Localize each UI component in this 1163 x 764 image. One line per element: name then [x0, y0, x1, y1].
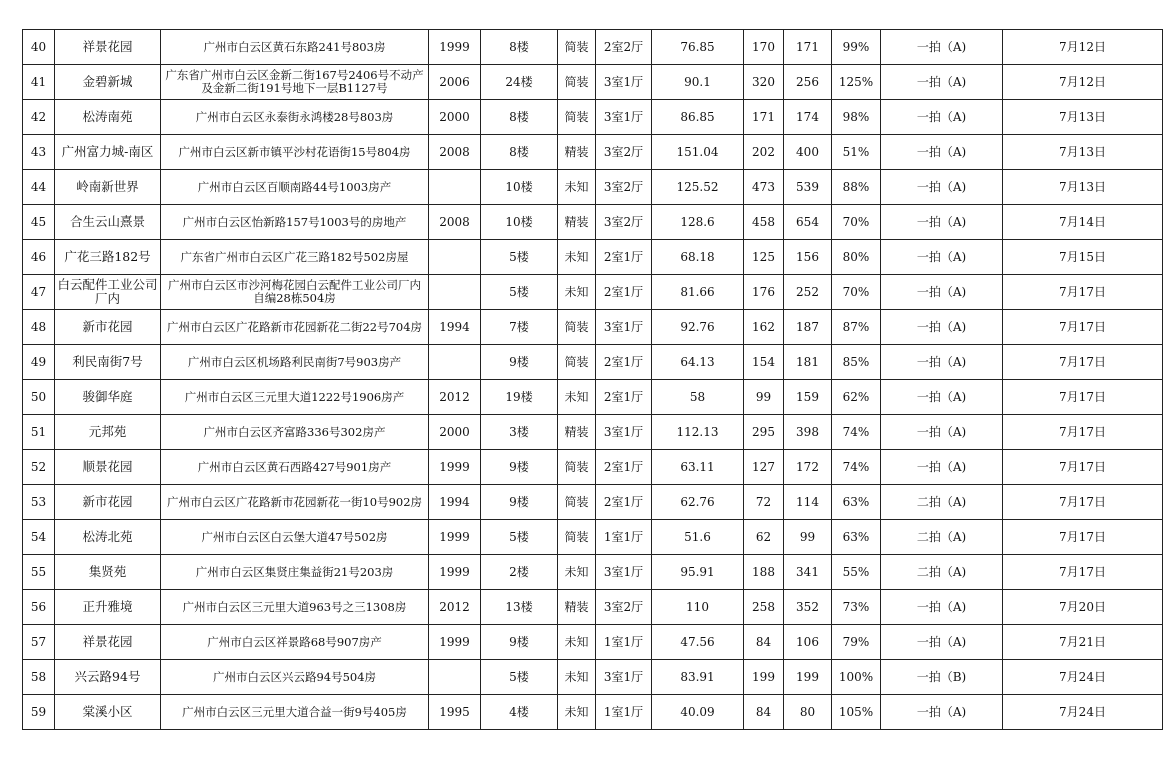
row-number: 57 [23, 625, 55, 660]
price-ratio: 80% [832, 240, 881, 275]
build-year [429, 660, 481, 695]
property-address: 广州市白云区集贤庄集益街21号203房 [161, 555, 429, 590]
price-ratio: 87% [832, 310, 881, 345]
auction-date: 7月17日 [1003, 345, 1163, 380]
assessed-price: 171 [784, 30, 832, 65]
room-layout: 3室2厅 [596, 590, 652, 625]
decoration: 未知 [558, 625, 596, 660]
build-year [429, 240, 481, 275]
decoration: 未知 [558, 240, 596, 275]
floor: 10楼 [481, 170, 558, 205]
area: 58 [652, 380, 744, 415]
property-address: 广州市白云区机场路利民南街7号903房产 [161, 345, 429, 380]
property-name: 顺景花园 [55, 450, 161, 485]
area: 86.85 [652, 100, 744, 135]
build-year: 2012 [429, 590, 481, 625]
decoration: 简装 [558, 345, 596, 380]
table-row [23, 660, 1163, 695]
decoration: 未知 [558, 275, 596, 310]
property-name: 祥景花园 [55, 625, 161, 660]
room-layout: 2室1厅 [596, 485, 652, 520]
auction-date: 7月21日 [1003, 625, 1163, 660]
table-row [23, 345, 1163, 380]
price-ratio: 63% [832, 485, 881, 520]
property-address: 广州市白云区怡新路157号1003号的房地产 [161, 205, 429, 240]
row-number: 42 [23, 100, 55, 135]
price-ratio: 79% [832, 625, 881, 660]
area: 51.6 [652, 520, 744, 555]
assessed-price: 80 [784, 695, 832, 730]
build-year: 2008 [429, 205, 481, 240]
price-ratio: 105% [832, 695, 881, 730]
starting-price: 127 [744, 450, 784, 485]
starting-price: 154 [744, 345, 784, 380]
floor: 9楼 [481, 345, 558, 380]
area: 128.6 [652, 205, 744, 240]
table-body [23, 30, 1163, 730]
auction-round: 一拍（A) [881, 415, 1003, 450]
area: 125.52 [652, 170, 744, 205]
table-row [23, 170, 1163, 205]
property-name: 合生云山熹景 [55, 205, 161, 240]
property-address: 广东省广州市白云区金新二街167号2406号不动产及金新二街191号地下一层B1127号 [161, 65, 429, 100]
floor: 2楼 [481, 555, 558, 590]
property-name: 骏御华庭 [55, 380, 161, 415]
room-layout: 3室1厅 [596, 100, 652, 135]
auction-round: 二拍（A) [881, 485, 1003, 520]
starting-price: 99 [744, 380, 784, 415]
row-number: 51 [23, 415, 55, 450]
area: 92.76 [652, 310, 744, 345]
table-row [23, 590, 1163, 625]
table-row [23, 520, 1163, 555]
decoration: 精装 [558, 415, 596, 450]
build-year: 2000 [429, 100, 481, 135]
area: 63.11 [652, 450, 744, 485]
auction-round: 二拍（A) [881, 520, 1003, 555]
build-year: 1999 [429, 450, 481, 485]
auction-round: 一拍（A) [881, 205, 1003, 240]
price-ratio: 62% [832, 380, 881, 415]
room-layout: 2室1厅 [596, 275, 652, 310]
auction-date: 7月17日 [1003, 555, 1163, 590]
assessed-price: 252 [784, 275, 832, 310]
decoration: 精装 [558, 135, 596, 170]
build-year: 1999 [429, 555, 481, 590]
auction-date: 7月17日 [1003, 275, 1163, 310]
table-row [23, 415, 1163, 450]
area: 110 [652, 590, 744, 625]
build-year: 1999 [429, 30, 481, 65]
auction-round: 一拍（A) [881, 240, 1003, 275]
property-address: 广州市白云区市沙河梅花园白云配件工业公司厂内自编28栋504房 [161, 275, 429, 310]
starting-price: 320 [744, 65, 784, 100]
auction-date: 7月12日 [1003, 65, 1163, 100]
assessed-price: 114 [784, 485, 832, 520]
price-ratio: 74% [832, 450, 881, 485]
property-address: 广东省广州市白云区广花三路182号502房屋 [161, 240, 429, 275]
area: 64.13 [652, 345, 744, 380]
assessed-price: 539 [784, 170, 832, 205]
room-layout: 1室1厅 [596, 625, 652, 660]
table-row [23, 485, 1163, 520]
build-year: 1999 [429, 520, 481, 555]
row-number: 58 [23, 660, 55, 695]
area: 76.85 [652, 30, 744, 65]
room-layout: 3室1厅 [596, 415, 652, 450]
decoration: 未知 [558, 695, 596, 730]
area: 47.56 [652, 625, 744, 660]
table-row [23, 135, 1163, 170]
property-name: 广州富力城-南区 [55, 135, 161, 170]
area: 83.91 [652, 660, 744, 695]
area: 90.1 [652, 65, 744, 100]
row-number: 45 [23, 205, 55, 240]
assessed-price: 341 [784, 555, 832, 590]
decoration: 简装 [558, 485, 596, 520]
row-number: 49 [23, 345, 55, 380]
property-name: 棠溪小区 [55, 695, 161, 730]
property-name: 新市花园 [55, 485, 161, 520]
table-row [23, 205, 1163, 240]
auction-listing-table [22, 29, 1163, 730]
auction-date: 7月15日 [1003, 240, 1163, 275]
auction-round: 一拍（B) [881, 660, 1003, 695]
starting-price: 84 [744, 695, 784, 730]
price-ratio: 70% [832, 205, 881, 240]
assessed-price: 256 [784, 65, 832, 100]
room-layout: 1室1厅 [596, 520, 652, 555]
auction-round: 一拍（A) [881, 695, 1003, 730]
property-name: 白云配件工业公司厂内 [55, 275, 161, 310]
row-number: 48 [23, 310, 55, 345]
build-year: 1995 [429, 695, 481, 730]
auction-date: 7月17日 [1003, 310, 1163, 345]
table-row [23, 30, 1163, 65]
property-address: 广州市白云区新市镇平沙村花语街15号804房 [161, 135, 429, 170]
decoration: 精装 [558, 590, 596, 625]
table-row [23, 240, 1163, 275]
auction-date: 7月20日 [1003, 590, 1163, 625]
starting-price: 188 [744, 555, 784, 590]
starting-price: 162 [744, 310, 784, 345]
table-row [23, 450, 1163, 485]
price-ratio: 125% [832, 65, 881, 100]
assessed-price: 398 [784, 415, 832, 450]
table-row [23, 100, 1163, 135]
property-address: 广州市白云区齐富路336号302房产 [161, 415, 429, 450]
price-ratio: 63% [832, 520, 881, 555]
price-ratio: 100% [832, 660, 881, 695]
property-name: 松涛南苑 [55, 100, 161, 135]
area: 151.04 [652, 135, 744, 170]
property-address: 广州市白云区三元里大道合益一街9号405房 [161, 695, 429, 730]
decoration: 简装 [558, 450, 596, 485]
property-name: 正升雅境 [55, 590, 161, 625]
build-year [429, 275, 481, 310]
price-ratio: 51% [832, 135, 881, 170]
starting-price: 176 [744, 275, 784, 310]
decoration: 未知 [558, 555, 596, 590]
floor: 5楼 [481, 275, 558, 310]
starting-price: 295 [744, 415, 784, 450]
property-address: 广州市白云区广花路新市花园新花一街10号902房 [161, 485, 429, 520]
price-ratio: 70% [832, 275, 881, 310]
table-row [23, 695, 1163, 730]
table-row [23, 625, 1163, 660]
room-layout: 3室1厅 [596, 65, 652, 100]
decoration: 简装 [558, 30, 596, 65]
room-layout: 2室1厅 [596, 345, 652, 380]
floor: 5楼 [481, 660, 558, 695]
property-name: 利民南街7号 [55, 345, 161, 380]
floor: 7楼 [481, 310, 558, 345]
property-name: 祥景花园 [55, 30, 161, 65]
auction-date: 7月17日 [1003, 450, 1163, 485]
floor: 19楼 [481, 380, 558, 415]
room-layout: 3室1厅 [596, 555, 652, 590]
property-address: 广州市白云区黄石东路241号803房 [161, 30, 429, 65]
assessed-price: 99 [784, 520, 832, 555]
auction-date: 7月17日 [1003, 380, 1163, 415]
area: 68.18 [652, 240, 744, 275]
starting-price: 72 [744, 485, 784, 520]
property-address: 广州市白云区百顺南路44号1003房产 [161, 170, 429, 205]
property-name: 金碧新城 [55, 65, 161, 100]
floor: 9楼 [481, 485, 558, 520]
price-ratio: 88% [832, 170, 881, 205]
property-name: 兴云路94号 [55, 660, 161, 695]
build-year [429, 345, 481, 380]
area: 95.91 [652, 555, 744, 590]
auction-round: 二拍（A) [881, 555, 1003, 590]
assessed-price: 654 [784, 205, 832, 240]
build-year: 1994 [429, 310, 481, 345]
auction-round: 一拍（A) [881, 345, 1003, 380]
auction-date: 7月17日 [1003, 485, 1163, 520]
floor: 5楼 [481, 240, 558, 275]
row-number: 59 [23, 695, 55, 730]
room-layout: 3室2厅 [596, 170, 652, 205]
price-ratio: 73% [832, 590, 881, 625]
starting-price: 202 [744, 135, 784, 170]
decoration: 简装 [558, 520, 596, 555]
decoration: 精装 [558, 205, 596, 240]
build-year: 1999 [429, 625, 481, 660]
decoration: 简装 [558, 310, 596, 345]
floor: 5楼 [481, 520, 558, 555]
auction-round: 一拍（A) [881, 625, 1003, 660]
assessed-price: 106 [784, 625, 832, 660]
room-layout: 2室1厅 [596, 380, 652, 415]
starting-price: 458 [744, 205, 784, 240]
assessed-price: 159 [784, 380, 832, 415]
build-year: 1994 [429, 485, 481, 520]
assessed-price: 156 [784, 240, 832, 275]
room-layout: 3室2厅 [596, 135, 652, 170]
auction-date: 7月17日 [1003, 520, 1163, 555]
auction-date: 7月24日 [1003, 660, 1163, 695]
assessed-price: 199 [784, 660, 832, 695]
auction-date: 7月13日 [1003, 100, 1163, 135]
area: 62.76 [652, 485, 744, 520]
room-layout: 3室2厅 [596, 205, 652, 240]
floor: 3楼 [481, 415, 558, 450]
room-layout: 2室1厅 [596, 240, 652, 275]
property-address: 广州市白云区白云堡大道47号502房 [161, 520, 429, 555]
room-layout: 3室1厅 [596, 310, 652, 345]
auction-round: 一拍（A) [881, 380, 1003, 415]
auction-date: 7月17日 [1003, 415, 1163, 450]
assessed-price: 174 [784, 100, 832, 135]
property-address: 广州市白云区广花路新市花园新花二街22号704房 [161, 310, 429, 345]
room-layout: 2室2厅 [596, 30, 652, 65]
property-address: 广州市白云区黄石西路427号901房产 [161, 450, 429, 485]
assessed-price: 172 [784, 450, 832, 485]
row-number: 43 [23, 135, 55, 170]
floor: 13楼 [481, 590, 558, 625]
auction-round: 一拍（A) [881, 65, 1003, 100]
row-number: 50 [23, 380, 55, 415]
row-number: 53 [23, 485, 55, 520]
table-row [23, 65, 1163, 100]
starting-price: 62 [744, 520, 784, 555]
property-name: 广花三路182号 [55, 240, 161, 275]
row-number: 55 [23, 555, 55, 590]
property-address: 广州市白云区兴云路94号504房 [161, 660, 429, 695]
auction-round: 一拍（A) [881, 275, 1003, 310]
row-number: 46 [23, 240, 55, 275]
build-year: 2008 [429, 135, 481, 170]
floor: 9楼 [481, 450, 558, 485]
floor: 8楼 [481, 30, 558, 65]
property-name: 松涛北苑 [55, 520, 161, 555]
auction-round: 一拍（A) [881, 450, 1003, 485]
decoration: 未知 [558, 660, 596, 695]
property-address: 广州市白云区三元里大道963号之三1308房 [161, 590, 429, 625]
row-number: 47 [23, 275, 55, 310]
build-year: 2012 [429, 380, 481, 415]
auction-round: 一拍（A) [881, 100, 1003, 135]
floor: 4楼 [481, 695, 558, 730]
decoration: 未知 [558, 380, 596, 415]
floor: 9楼 [481, 625, 558, 660]
starting-price: 125 [744, 240, 784, 275]
auction-round: 一拍（A) [881, 135, 1003, 170]
auction-round: 一拍（A) [881, 590, 1003, 625]
property-address: 广州市白云区永泰街永鸿楼28号803房 [161, 100, 429, 135]
row-number: 56 [23, 590, 55, 625]
starting-price: 258 [744, 590, 784, 625]
row-number: 41 [23, 65, 55, 100]
auction-round: 一拍（A) [881, 170, 1003, 205]
starting-price: 199 [744, 660, 784, 695]
starting-price: 171 [744, 100, 784, 135]
room-layout: 2室1厅 [596, 450, 652, 485]
table-row [23, 380, 1163, 415]
auction-date: 7月12日 [1003, 30, 1163, 65]
price-ratio: 98% [832, 100, 881, 135]
table-row [23, 555, 1163, 590]
price-ratio: 99% [832, 30, 881, 65]
build-year [429, 170, 481, 205]
starting-price: 170 [744, 30, 784, 65]
room-layout: 3室1厅 [596, 660, 652, 695]
assessed-price: 187 [784, 310, 832, 345]
row-number: 54 [23, 520, 55, 555]
starting-price: 473 [744, 170, 784, 205]
starting-price: 84 [744, 625, 784, 660]
decoration: 简装 [558, 65, 596, 100]
row-number: 40 [23, 30, 55, 65]
price-ratio: 85% [832, 345, 881, 380]
property-name: 新市花园 [55, 310, 161, 345]
row-number: 44 [23, 170, 55, 205]
property-name: 元邦苑 [55, 415, 161, 450]
area: 81.66 [652, 275, 744, 310]
assessed-price: 181 [784, 345, 832, 380]
table-row [23, 310, 1163, 345]
price-ratio: 74% [832, 415, 881, 450]
floor: 24楼 [481, 65, 558, 100]
property-address: 广州市白云区祥景路68号907房产 [161, 625, 429, 660]
area: 112.13 [652, 415, 744, 450]
auction-date: 7月13日 [1003, 170, 1163, 205]
auction-date: 7月24日 [1003, 695, 1163, 730]
price-ratio: 55% [832, 555, 881, 590]
auction-date: 7月13日 [1003, 135, 1163, 170]
property-name: 集贤苑 [55, 555, 161, 590]
area: 40.09 [652, 695, 744, 730]
auction-round: 一拍（A) [881, 310, 1003, 345]
decoration: 未知 [558, 170, 596, 205]
decoration: 简装 [558, 100, 596, 135]
assessed-price: 400 [784, 135, 832, 170]
room-layout: 1室1厅 [596, 695, 652, 730]
floor: 8楼 [481, 135, 558, 170]
auction-date: 7月14日 [1003, 205, 1163, 240]
assessed-price: 352 [784, 590, 832, 625]
build-year: 2000 [429, 415, 481, 450]
build-year: 2006 [429, 65, 481, 100]
table-row [23, 275, 1163, 310]
property-name: 岭南新世界 [55, 170, 161, 205]
floor: 10楼 [481, 205, 558, 240]
floor: 8楼 [481, 100, 558, 135]
row-number: 52 [23, 450, 55, 485]
property-address: 广州市白云区三元里大道1222号1906房产 [161, 380, 429, 415]
auction-round: 一拍（A) [881, 30, 1003, 65]
